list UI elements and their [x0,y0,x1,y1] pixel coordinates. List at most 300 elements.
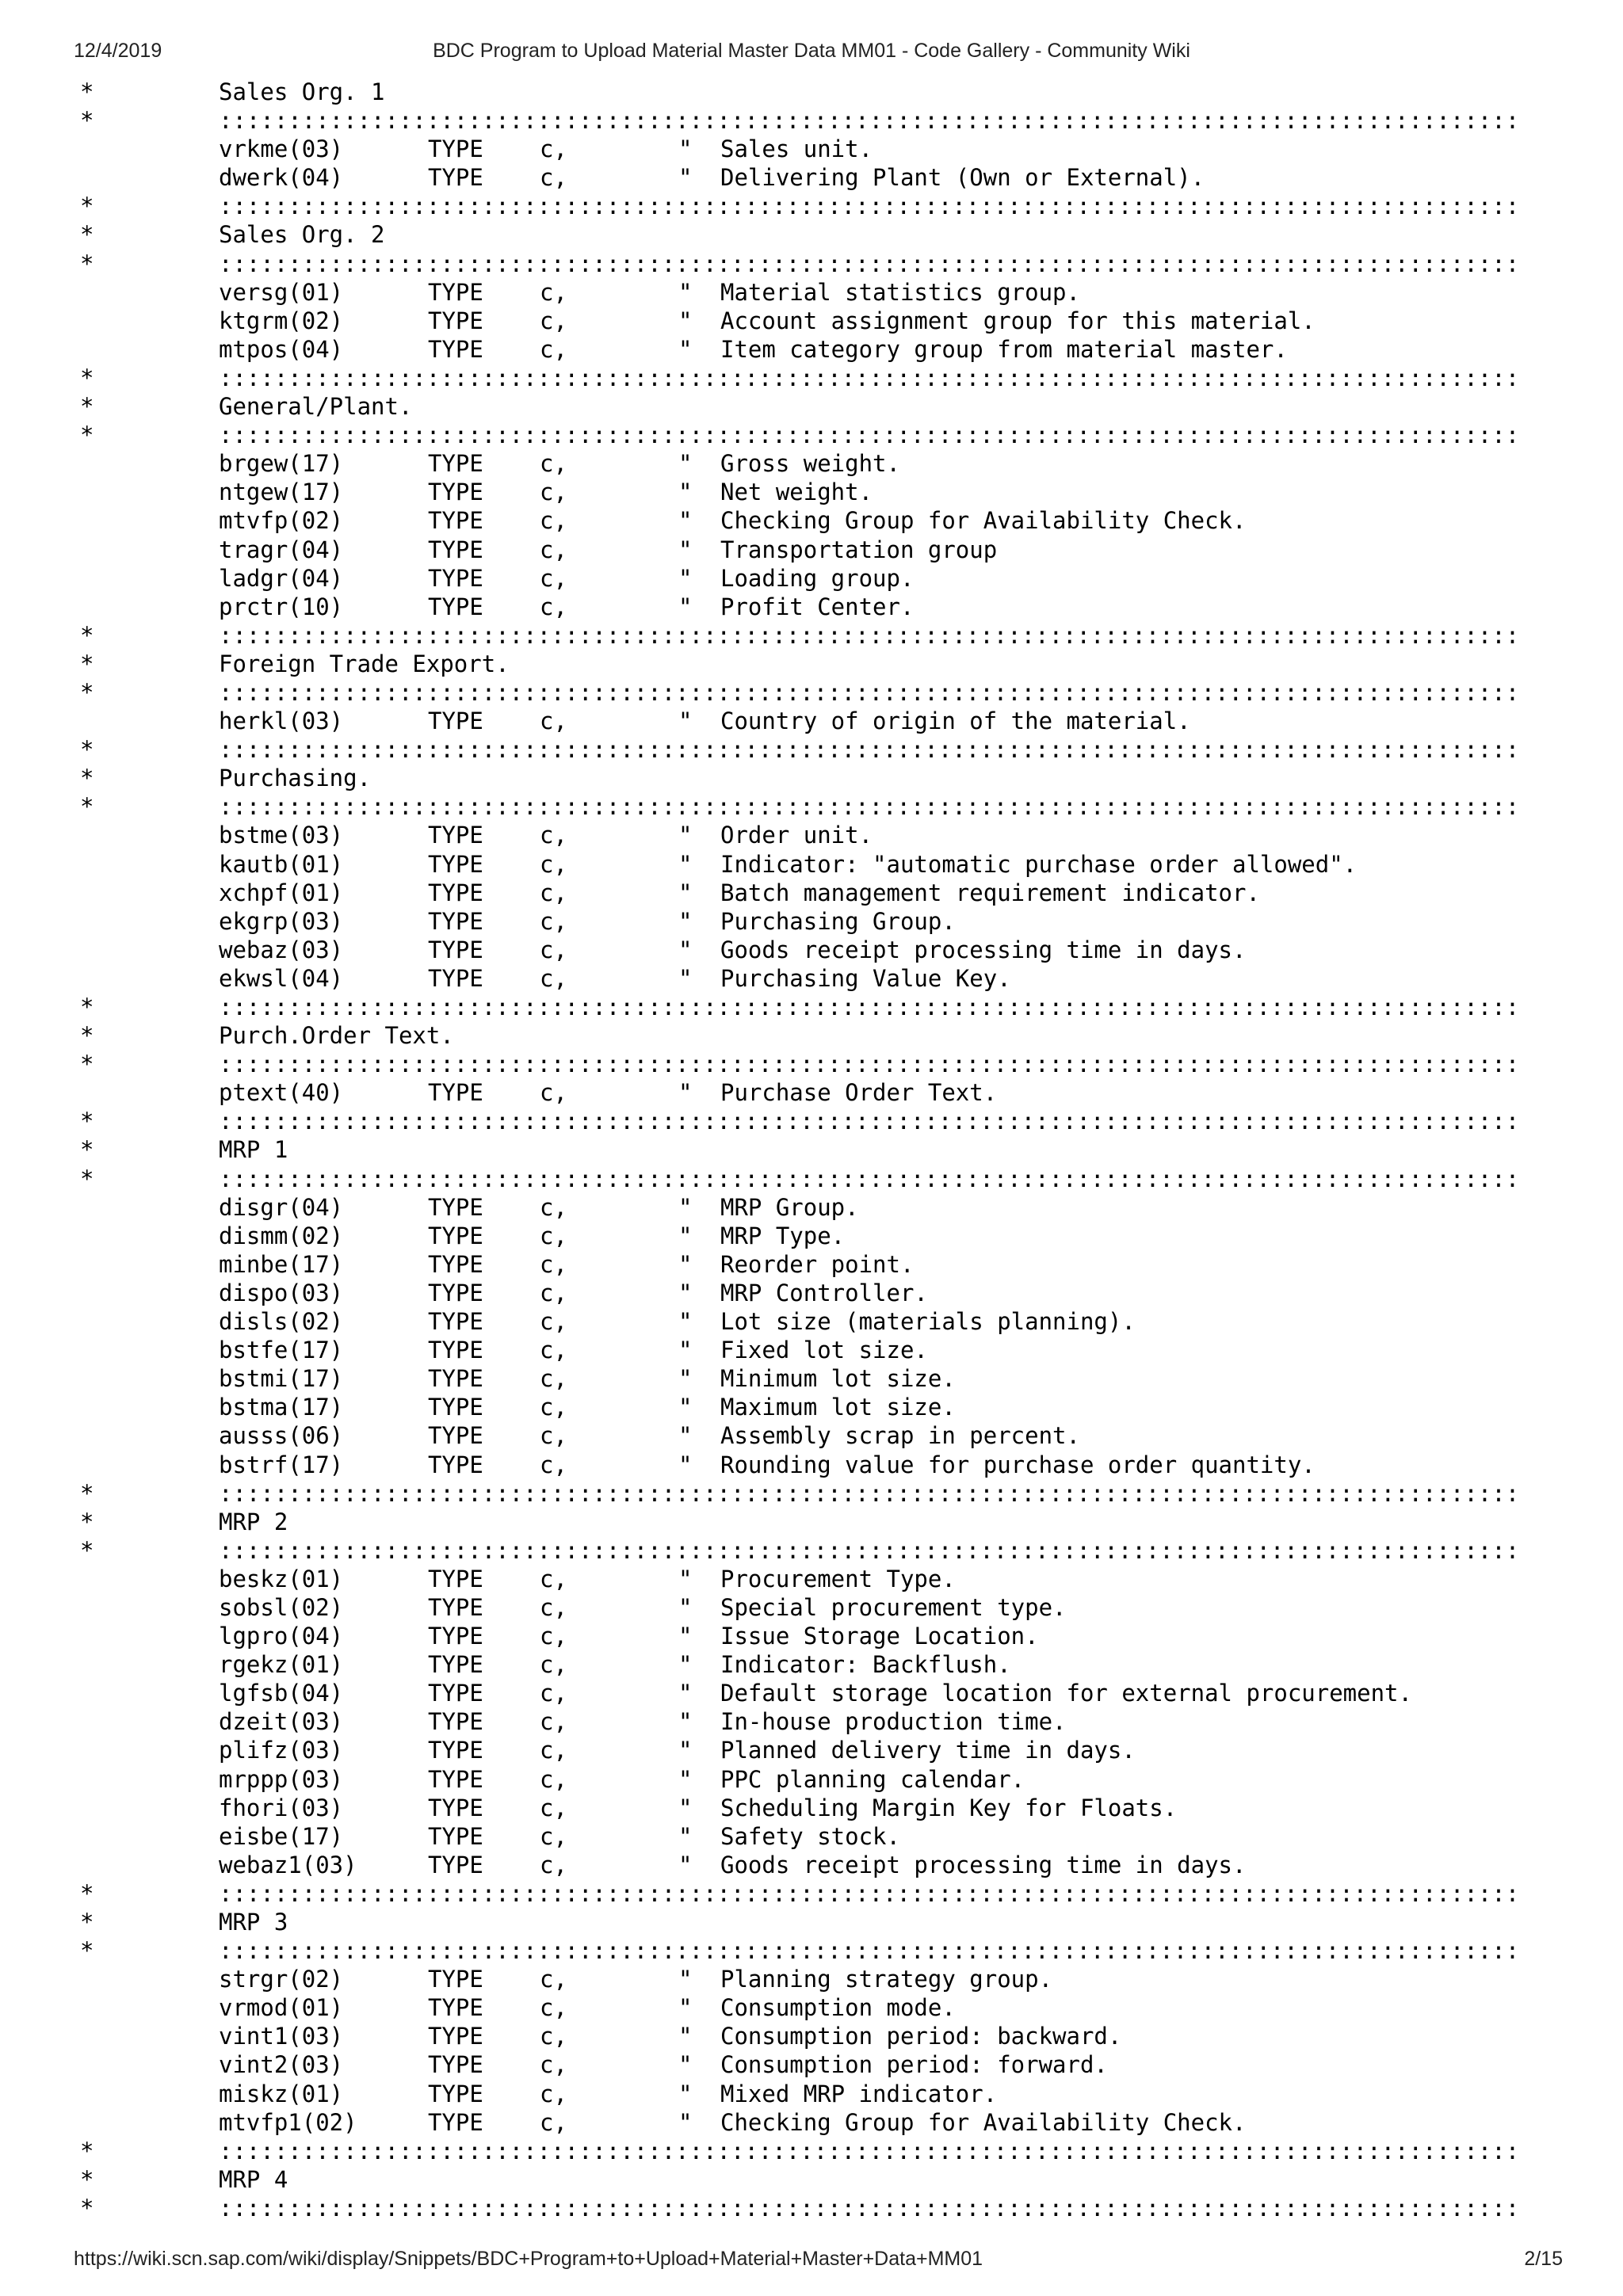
type-char: c, [540,1623,567,1650]
field-description: Profit Center. [720,593,915,620]
field-declaration-line [0,1451,1623,1479]
page-title: BDC Program to Upload Material Master Data MM01 - Code Gallery - Community Wiki [433,40,1190,62]
field-description: MRP Type. [720,1222,846,1249]
type-char: c, [540,2023,567,2050]
field-name: eisbe(17) [219,1822,344,1850]
type-keyword: TYPE [428,1851,483,1878]
comment-star: * [80,994,94,1020]
comment-line [0,1050,1623,1078]
type-keyword: TYPE [428,1365,483,1393]
field-name: fhori(03) [219,1794,344,1821]
type-char: c, [540,1765,567,1793]
field-description: Checking Group for Availability Check. [720,2108,1247,2136]
comment-quote: " [678,2108,693,2136]
field-name: kautb(01) [219,850,344,878]
field-description: Fixed lot size. [720,1337,928,1364]
field-name: vint1(03) [219,2023,344,2050]
comment-star: * [80,650,94,677]
field-description: Safety stock. [720,1822,900,1850]
field-description: Gross weight. [720,450,900,478]
type-keyword: TYPE [428,135,483,163]
field-declaration-line [0,307,1623,335]
type-char: c, [540,1822,567,1850]
print-date: 12/4/2019 [74,40,162,62]
comment-star: * [80,1022,94,1050]
comment-quote: " [678,1250,693,1278]
type-char: c, [540,850,567,878]
field-declaration-line [0,907,1623,936]
comment-quote: " [678,1966,693,1993]
type-char: c, [540,2080,567,2107]
type-keyword: TYPE [428,2108,483,2136]
comment-text: General/Plant. [219,393,413,421]
comment-star: * [80,1051,94,1078]
field-description: Reorder point. [720,1250,915,1278]
comment-text: :::::::::::::::::::::::::::::::::::::::::::::::::::::::::::::::::::::::::::::::::::::::::::::: [219,421,1520,449]
field-name: miskz(01) [219,2080,344,2107]
field-name: dismm(02) [219,1222,344,1249]
comment-quote: " [678,936,693,963]
type-keyword: TYPE [428,1765,483,1793]
type-keyword: TYPE [428,822,483,849]
field-declaration-line [0,1078,1623,1107]
field-name: ekwsl(04) [219,964,344,992]
field-declaration-line [0,1794,1623,1822]
comment-text: :::::::::::::::::::::::::::::::::::::::::::::::::::::::::::::::::::::::::::::::::::::::::::::: [219,364,1520,391]
comment-star: * [80,221,94,249]
field-description: In-house production time. [720,1708,1067,1736]
field-name: mtvfp(02) [219,507,344,535]
comment-line [0,650,1623,678]
type-keyword: TYPE [428,1394,483,1421]
field-declaration-line [0,1622,1623,1650]
field-description: Sales unit. [720,135,873,163]
comment-line [0,735,1623,764]
comment-quote: " [678,2080,693,2107]
field-declaration-line [0,1193,1623,1222]
page-url: https://wiki.scn.sap.com/wiki/display/Snippets/BDC+Program+to+Upload+Material+Master+Data+MM01 [74,2248,983,2270]
type-keyword: TYPE [428,278,483,306]
type-keyword: TYPE [428,307,483,334]
field-name: brgew(17) [219,450,344,478]
comment-text: :::::::::::::::::::::::::::::::::::::::::::::::::::::::::::::::::::::::::::::::::::::::::::::: [219,250,1520,277]
comment-text: MRP 4 [219,2165,288,2193]
comment-text: MRP 1 [219,1136,288,1164]
comment-star: * [80,1165,94,1192]
field-name: ladgr(04) [219,564,344,592]
comment-star: * [80,1508,94,1535]
type-keyword: TYPE [428,2051,483,2079]
field-description: MRP Group. [720,1193,859,1221]
comment-line [0,1536,1623,1565]
field-description: Item category group from material master. [720,335,1288,363]
comment-line [0,1908,1623,1936]
field-description: Maximum lot size. [720,1394,956,1421]
type-char: c, [540,564,567,592]
field-declaration-line [0,1565,1623,1593]
field-description: Planning strategy group. [720,1966,1053,1993]
comment-quote: " [678,1193,693,1221]
field-description: Loading group. [720,564,915,592]
comment-line [0,792,1623,821]
comment-quote: " [678,1794,693,1821]
field-declaration-line [0,821,1623,849]
comment-quote: " [678,879,693,906]
field-name: vrkme(03) [219,135,344,163]
comment-line [0,78,1623,106]
field-name: dwerk(04) [219,164,344,192]
type-keyword: TYPE [428,1308,483,1336]
comment-text: :::::::::::::::::::::::::::::::::::::::::::::::::::::::::::::::::::::::::::::::::::::::::::::: [219,736,1520,764]
comment-quote: " [678,1593,693,1621]
field-declaration-line [0,1421,1623,1450]
comment-text: :::::::::::::::::::::::::::::::::::::::::::::::::::::::::::::::::::::::::::::::::::::::::::::: [219,1937,1520,1965]
type-char: c, [540,2051,567,2079]
type-char: c, [540,479,567,506]
field-declaration-line [0,2050,1623,2079]
comment-quote: " [678,1851,693,1878]
type-keyword: TYPE [428,1422,483,1450]
field-name: dispo(03) [219,1279,344,1306]
comment-line [0,1021,1623,1050]
field-declaration-line [0,879,1623,907]
comment-line [0,1508,1623,1536]
type-char: c, [540,1308,567,1336]
comment-text: Purch.Order Text. [219,1022,454,1050]
field-description: PPC planning calendar. [720,1765,1025,1793]
type-keyword: TYPE [428,964,483,992]
field-declaration-line [0,449,1623,478]
field-name: mrppp(03) [219,1765,344,1793]
comment-quote: " [678,1822,693,1850]
type-char: c, [540,1451,567,1478]
field-description: Material statistics group. [720,278,1080,306]
type-char: c, [540,1279,567,1306]
type-keyword: TYPE [428,1966,483,1993]
comment-text: :::::::::::::::::::::::::::::::::::::::::::::::::::::::::::::::::::::::::::::::::::::::::::::: [219,621,1520,649]
comment-quote: " [678,1765,693,1793]
type-char: c, [540,1222,567,1249]
comment-line [0,192,1623,220]
type-char: c, [540,1794,567,1821]
field-description: Mixed MRP indicator. [720,2080,998,2107]
comment-text: Foreign Trade Export. [219,650,510,677]
type-keyword: TYPE [428,479,483,506]
field-name: minbe(17) [219,1250,344,1278]
field-description: Batch management requirement indicator. [720,879,1260,906]
comment-line [0,421,1623,449]
field-declaration-line [0,2108,1623,2137]
field-name: lgfsb(04) [219,1680,344,1707]
type-keyword: TYPE [428,1994,483,2022]
field-declaration-line [0,1279,1623,1307]
field-description: Indicator: Backflush. [720,1651,1011,1679]
comment-star: * [80,78,94,105]
comment-line [0,1165,1623,1193]
comment-text: :::::::::::::::::::::::::::::::::::::::::::::::::::::::::::::::::::::::::::::::::::::::::::::: [219,193,1520,220]
comment-quote: " [678,1422,693,1450]
comment-line [0,1879,1623,1908]
comment-quote: " [678,1222,693,1249]
field-name: bstfe(17) [219,1337,344,1364]
field-description: Purchase Order Text. [720,1079,998,1107]
comment-text: :::::::::::::::::::::::::::::::::::::::::::::::::::::::::::::::::::::::::::::::::::::::::::::: [219,678,1520,706]
field-description: Default storage location for external procurement. [720,1680,1412,1707]
field-description: Issue Storage Location. [720,1623,1039,1650]
type-char: c, [540,1337,567,1364]
field-declaration-line [0,1364,1623,1393]
comment-star: * [80,1136,94,1164]
type-keyword: TYPE [428,936,483,963]
field-description: MRP Controller. [720,1279,928,1306]
comment-quote: " [678,164,693,192]
comment-quote: " [678,1308,693,1336]
field-description: Scheduling Margin Key for Floats. [720,1794,1178,1821]
comment-quote: " [678,1279,693,1306]
comment-text: :::::::::::::::::::::::::::::::::::::::::::::::::::::::::::::::::::::::::::::::::::::::::::::: [219,2194,1520,2222]
comment-quote: " [678,1337,693,1364]
type-char: c, [540,936,567,963]
field-name: dzeit(03) [219,1708,344,1736]
comment-quote: " [678,450,693,478]
comment-quote: " [678,335,693,363]
field-declaration-line [0,2080,1623,2108]
field-declaration-line [0,1593,1623,1622]
comment-text: :::::::::::::::::::::::::::::::::::::::::::::::::::::::::::::::::::::::::::::::::::::::::::::: [219,1479,1520,1507]
comment-star: * [80,2165,94,2193]
field-declaration-line [0,1393,1623,1421]
comment-quote: " [678,1680,693,1707]
comment-text: Sales Org. 2 [219,221,385,249]
field-declaration-line [0,1250,1623,1279]
type-char: c, [540,450,567,478]
type-keyword: TYPE [428,1451,483,1478]
type-char: c, [540,707,567,735]
type-keyword: TYPE [428,2080,483,2107]
comment-star: * [80,678,94,706]
comment-star: * [80,2137,94,2164]
comment-quote: " [678,564,693,592]
field-description: Delivering Plant (Own or External). [720,164,1205,192]
field-declaration-line [0,163,1623,192]
field-description: Goods receipt processing time in days. [720,936,1247,963]
field-declaration-line [0,564,1623,593]
type-keyword: TYPE [428,164,483,192]
comment-text: :::::::::::::::::::::::::::::::::::::::::::::::::::::::::::::::::::::::::::::::::::::::::::::: [219,1536,1520,1564]
field-declaration-line [0,1307,1623,1336]
field-declaration-line [0,278,1623,307]
comment-line [0,621,1623,650]
comment-star: * [80,1479,94,1507]
field-description: Rounding value for purchase order quantity. [720,1451,1316,1478]
comment-line [0,764,1623,792]
field-description: Purchasing Value Key. [720,964,1011,992]
field-declaration-line [0,964,1623,993]
comment-star: * [80,364,94,391]
comment-line [0,2165,1623,2194]
field-description: Indicator: "automatic purchase order allowed". [720,850,1358,878]
field-name: ptext(40) [219,1079,344,1107]
comment-quote: " [678,907,693,935]
type-char: c, [540,1193,567,1221]
field-name: mtvfp1(02) [219,2108,357,2136]
type-char: c, [540,907,567,935]
type-char: c, [540,1079,567,1107]
comment-line [0,106,1623,135]
comment-text: :::::::::::::::::::::::::::::::::::::::::::::::::::::::::::::::::::::::::::::::::::::::::::::: [219,1108,1520,1135]
type-char: c, [540,1365,567,1393]
type-keyword: TYPE [428,1193,483,1221]
type-keyword: TYPE [428,1737,483,1764]
field-declaration-line [0,1650,1623,1679]
comment-quote: " [678,507,693,535]
type-keyword: TYPE [428,593,483,620]
field-declaration-line [0,1736,1623,1764]
field-name: bstma(17) [219,1394,344,1421]
type-char: c, [540,507,567,535]
comment-quote: " [678,2023,693,2050]
comment-quote: " [678,135,693,163]
field-name: prctr(10) [219,593,344,620]
comment-line [0,2194,1623,2222]
field-description: Purchasing Group. [720,907,956,935]
field-description: Consumption mode. [720,1994,956,2022]
comment-quote: " [678,1365,693,1393]
comment-quote: " [678,1394,693,1421]
field-description: Procurement Type. [720,1565,956,1592]
comment-quote: " [678,278,693,306]
field-name: vrmod(01) [219,1994,344,2022]
comment-quote: " [678,479,693,506]
field-description: Order unit. [720,822,873,849]
type-keyword: TYPE [428,507,483,535]
field-name: bstme(03) [219,822,344,849]
comment-quote: " [678,593,693,620]
type-keyword: TYPE [428,707,483,735]
type-char: c, [540,536,567,563]
type-char: c, [540,593,567,620]
type-char: c, [540,822,567,849]
type-keyword: TYPE [428,536,483,563]
field-name: disgr(04) [219,1193,344,1221]
type-keyword: TYPE [428,1794,483,1821]
type-char: c, [540,1994,567,2022]
comment-line [0,1479,1623,1508]
comment-star: * [80,1909,94,1936]
field-name: versg(01) [219,278,344,306]
type-keyword: TYPE [428,1708,483,1736]
field-description: Consumption period: forward. [720,2051,1108,2079]
type-keyword: TYPE [428,564,483,592]
type-keyword: TYPE [428,1337,483,1364]
type-keyword: TYPE [428,1680,483,1707]
type-char: c, [540,335,567,363]
field-description: Consumption period: backward. [720,2023,1122,2050]
field-name: bstrf(17) [219,1451,344,1478]
field-name: sobsl(02) [219,1593,344,1621]
type-keyword: TYPE [428,1822,483,1850]
type-keyword: TYPE [428,2023,483,2050]
field-declaration-line [0,1965,1623,1993]
type-char: c, [540,1680,567,1707]
field-description: Lot size (materials planning). [720,1308,1136,1336]
field-name: beskz(01) [219,1565,344,1592]
comment-line [0,1107,1623,1135]
comment-quote: " [678,2051,693,2079]
comment-line [0,993,1623,1021]
comment-quote: " [678,1994,693,2022]
comment-quote: " [678,822,693,849]
comment-text: :::::::::::::::::::::::::::::::::::::::::::::::::::::::::::::::::::::::::::::::::::::::::::::: [219,994,1520,1020]
field-description: Country of origin of the material. [720,707,1191,735]
type-keyword: TYPE [428,907,483,935]
comment-quote: " [678,707,693,735]
type-keyword: TYPE [428,1651,483,1679]
comment-text: :::::::::::::::::::::::::::::::::::::::::::::::::::::::::::::::::::::::::::::::::::::::::::::: [219,2137,1520,2164]
comment-line [0,678,1623,707]
field-declaration-line [0,135,1623,163]
field-declaration-line [0,335,1623,364]
comment-line [0,220,1623,249]
field-description: Checking Group for Availability Check. [720,507,1247,535]
field-name: vint2(03) [219,2051,344,2079]
field-declaration-line [0,2022,1623,2050]
field-name: ntgew(17) [219,479,344,506]
type-char: c, [540,1394,567,1421]
field-declaration-line [0,593,1623,621]
field-declaration-line [0,1822,1623,1851]
type-char: c, [540,1708,567,1736]
type-char: c, [540,1250,567,1278]
comment-text: :::::::::::::::::::::::::::::::::::::::::::::::::::::::::::::::::::::::::::::::::::::::::::::: [219,793,1520,821]
field-declaration-line [0,1765,1623,1794]
field-declaration-line [0,1993,1623,2022]
field-declaration-line [0,506,1623,535]
comment-text: :::::::::::::::::::::::::::::::::::::::::::::::::::::::::::::::::::::::::::::::::::::::::::::: [219,107,1520,135]
field-declaration-line [0,936,1623,964]
field-declaration-line [0,536,1623,564]
type-keyword: TYPE [428,1593,483,1621]
type-keyword: TYPE [428,879,483,906]
type-char: c, [540,1422,567,1450]
field-name: mtpos(04) [219,335,344,363]
comment-star: * [80,765,94,792]
page-number: 2/15 [1524,2248,1563,2270]
type-char: c, [540,1851,567,1878]
comment-text: Sales Org. 1 [219,78,385,105]
type-char: c, [540,135,567,163]
type-keyword: TYPE [428,1222,483,1249]
comment-star: * [80,421,94,449]
type-char: c, [540,964,567,992]
field-declaration-line [0,1707,1623,1736]
comment-line [0,2137,1623,2165]
field-name: plifz(03) [219,1737,344,1764]
type-keyword: TYPE [428,1623,483,1650]
field-description: Account assignment group for this material. [720,307,1316,334]
type-char: c, [540,1651,567,1679]
comment-line [0,250,1623,278]
comment-star: * [80,107,94,135]
comment-quote: " [678,1451,693,1478]
field-name: herkl(03) [219,707,344,735]
comment-star: * [80,1879,94,1907]
comment-star: * [80,736,94,764]
comment-text: Purchasing. [219,765,372,792]
field-name: lgpro(04) [219,1623,344,1650]
comment-quote: " [678,850,693,878]
type-char: c, [540,1737,567,1764]
